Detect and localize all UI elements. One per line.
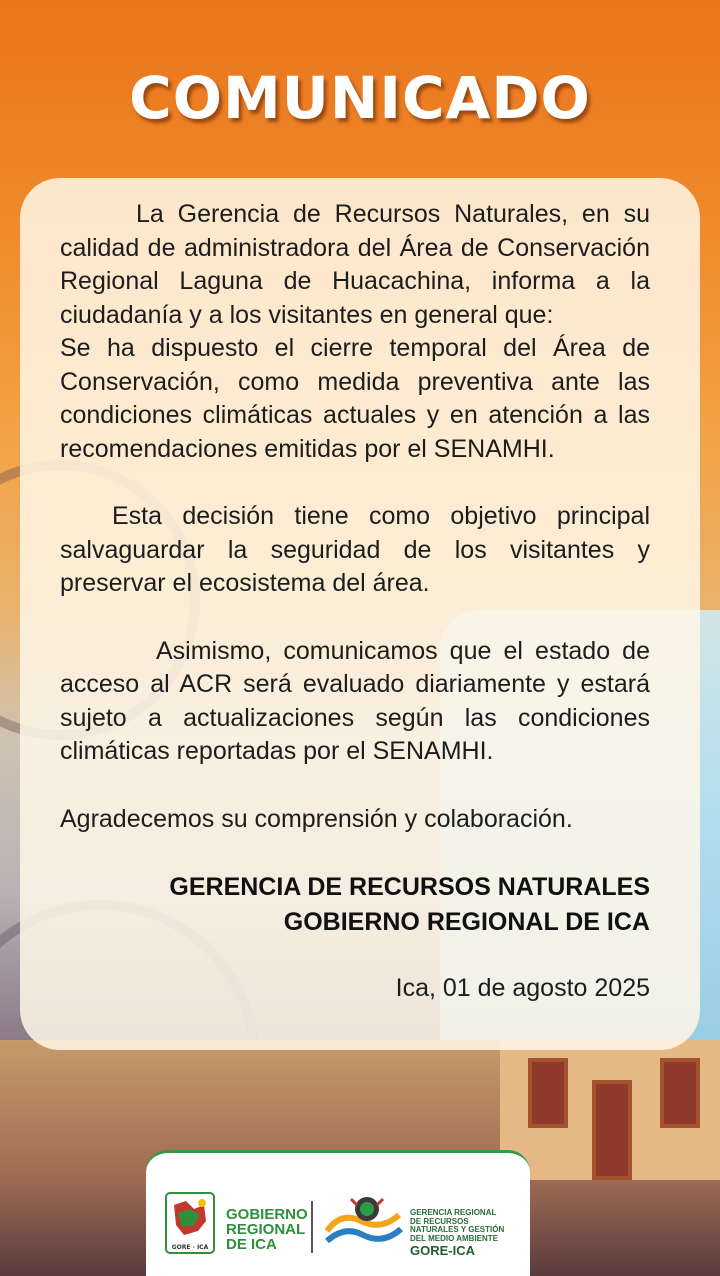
paragraph-closure: Se ha dispuesto el cierre temporal del Área de Conservación, como medida preventiva ante las condiciones climáticas actuales y en atención a las recomendaciones emitidas por el SENAMHI. bbox=[60, 334, 650, 463]
logo2-line-4: DEL MEDIO AMBIENTE bbox=[410, 1233, 499, 1243]
announcement-card bbox=[20, 178, 700, 1050]
logo2-line-3: NATURALES Y GESTIÓN bbox=[410, 1225, 505, 1234]
logo1-line-1: GOBIERNO bbox=[226, 1206, 308, 1223]
gore-ica-emblem-icon bbox=[164, 1191, 216, 1255]
document-date: Ica, 01 de agosto 2025 bbox=[395, 974, 650, 1002]
footer-logo-bar bbox=[146, 1150, 530, 1276]
paragraph-objective: Esta decisión tiene como objetivo principal salvaguardar la seguridad de los visitantes y preservar el ecosistema del área. bbox=[60, 502, 650, 597]
emblem-caption: GORE · ICA bbox=[171, 1244, 209, 1251]
paragraph-thanks: Agradecemos su comprensión y colaboración. bbox=[60, 804, 573, 833]
gerencia-regional-logo-text bbox=[410, 1209, 530, 1258]
logo1-line-2: REGIONAL bbox=[226, 1221, 306, 1238]
signature-line-2: GOBIERNO REGIONAL DE ICA bbox=[283, 908, 650, 936]
logo2-line-1: GERENCIA REGIONAL bbox=[410, 1208, 497, 1217]
background-house-illustration bbox=[500, 1040, 720, 1180]
paragraph-intro: La Gerencia de Recursos Naturales, en su calidad de administradora del Área de Conservación Regional Laguna de Huacachina, informa a la ciudadanía y a los visitantes en general que: bbox=[60, 200, 650, 329]
paragraph-access-update: Asimismo, comunicamos que el estado de acceso al ACR será evaluado diariamente y estará sujeto a actualizaciones según las condiciones climáticas reportadas por el SENAMHI. bbox=[60, 636, 650, 765]
gobierno-regional-logo-text bbox=[226, 1207, 308, 1252]
logo1-line-3: DE ICA bbox=[226, 1236, 277, 1253]
page-title: COMUNICADO bbox=[129, 64, 591, 132]
signature-block bbox=[60, 870, 650, 940]
logo2-brand: GORE-ICA bbox=[410, 1243, 475, 1258]
logo-divider bbox=[311, 1201, 313, 1253]
gerencia-ambiente-emblem-icon bbox=[321, 1191, 405, 1255]
logo2-line-2: DE RECURSOS bbox=[410, 1216, 469, 1226]
signature-line-1: GERENCIA DE RECURSOS NATURALES bbox=[169, 873, 650, 901]
